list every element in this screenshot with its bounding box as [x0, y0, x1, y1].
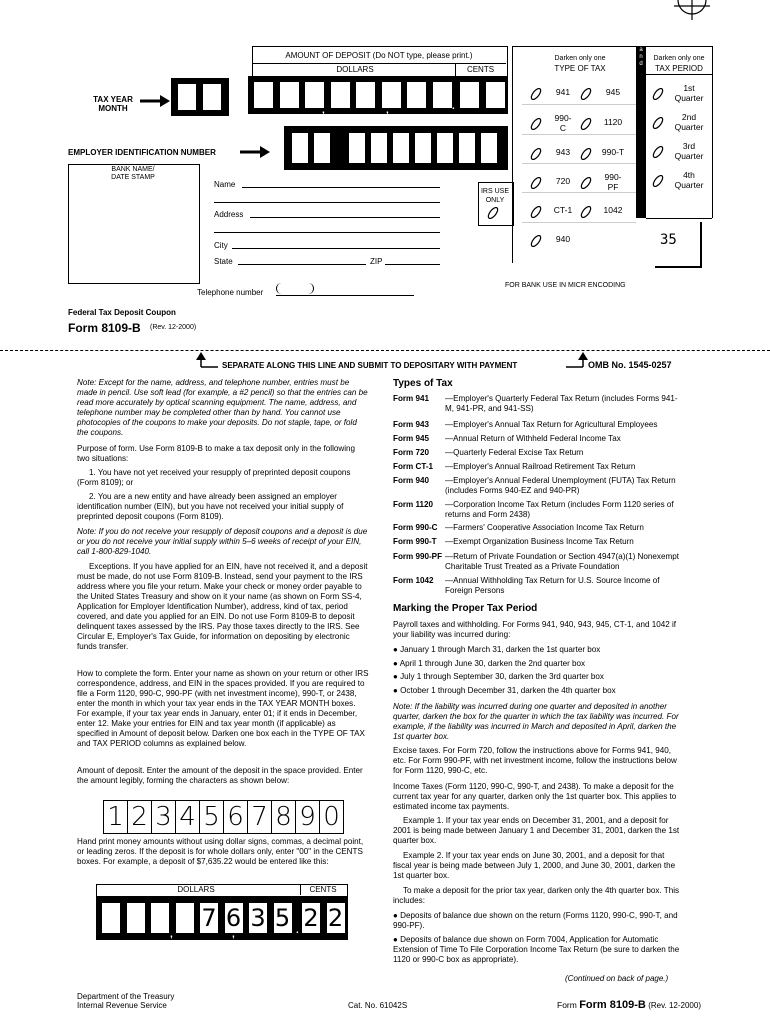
zip-label: ZIP — [370, 257, 383, 266]
tax-type-oval-CT-1[interactable] — [530, 206, 542, 218]
sample-digit: 8 — [271, 801, 295, 833]
exceptions-paragraph: Exceptions. If you have applied for an EIN, have not received it, and a deposit must be made, do not use Form 8109-B. Instead, send your payment to the IRS address where you file your return. Make your check or money order payable to the United States Treasury and show on it your name (as shown on Form SS-4, Application for Employer Identification Number), address, kind of tax, period covered, and date you applied for an EIN. Do not use Form 8109-B to deposit delinquent taxes assessed by the IRS. Pay those taxes directly to the IRS. See Circular E, Employer's Tax Guide, for information on depositing by electronic funds transfer. — [77, 562, 368, 651]
tax-type-oval-990-PF[interactable] — [580, 177, 592, 189]
tax-type-code: Form 1120 — [393, 500, 434, 509]
and-divider — [636, 46, 646, 218]
city-label: City — [214, 241, 228, 250]
tax-type-description: —Farmers' Cooperative Association Income Tax Return — [445, 523, 644, 532]
city-line[interactable] — [232, 248, 440, 249]
corner-mark — [655, 266, 702, 268]
example-digit-box: 2 — [327, 904, 344, 932]
ein-digit-box[interactable] — [437, 133, 453, 163]
state-line[interactable] — [238, 264, 366, 265]
sample-digit-strip — [103, 800, 344, 834]
example-2-paragraph: Example 2. If your tax year ends on June 30, 2001, and a deposit for that fiscal year is being made between July 1, 2000, and June 30, 2001, darken the 1st quarter box. — [393, 851, 676, 880]
micr-code: 35 — [660, 232, 677, 248]
example-1-paragraph: Example 1. If your tax year ends on December 31, 2001, and a deposit for 2001 is being made between January 1 and December 31, 2001, darken the 1st quarter box. — [393, 816, 680, 845]
tax-type-label: CT-1 — [553, 205, 573, 215]
registration-mark — [672, 0, 712, 22]
telephone-label: Telephone number — [197, 288, 264, 297]
tax-type-oval-990-T[interactable] — [580, 148, 592, 160]
example-digit-box: 7 — [201, 904, 217, 932]
arrow-up-icon — [566, 352, 588, 370]
tax-type-label: 990- C — [554, 113, 572, 133]
quarter-oval-2[interactable] — [652, 117, 664, 129]
sample-digit: 2 — [127, 801, 151, 833]
cents-label: CENTS — [466, 65, 495, 74]
tax-type-label: 990- PF — [604, 172, 622, 192]
note-2-paragraph: Note: If you do not receive your resupply of deposit coupons and a deposit is due or you do not receive your initial supply within 5–6 weeks of receipt of your EIN, call 1-800-829-1040. — [77, 527, 368, 556]
example-digit-box — [151, 903, 169, 933]
ein-digit-box[interactable] — [459, 133, 475, 163]
amount-digit-box[interactable] — [331, 82, 350, 108]
tax-type-row — [393, 476, 683, 498]
ein-digit-box[interactable] — [415, 133, 431, 163]
name-line-2[interactable] — [214, 202, 440, 203]
grid-line — [522, 192, 636, 193]
sample-digit: 3 — [151, 801, 175, 833]
amount-digit-box[interactable] — [382, 82, 401, 108]
tax-type-label: 1120 — [603, 117, 623, 127]
example-digit-box: 3 — [250, 904, 266, 932]
example-digit-box — [176, 903, 194, 933]
area-code-field[interactable] — [276, 283, 314, 294]
example-digit-box — [102, 903, 120, 933]
tax-type-oval-945[interactable] — [580, 88, 592, 100]
tax-type-description: —Employer's Annual Tax Return for Agricultural Employees — [445, 420, 658, 429]
tax-type-oval-940[interactable] — [530, 235, 542, 247]
department-label: Department of the Treasury Internal Revenue Service — [77, 992, 175, 1010]
tax-type-code: Form 990-PF — [393, 552, 443, 561]
quarter-label: 2nd Quarter — [674, 112, 704, 132]
irs-use-label: IRS USE ONLY — [480, 188, 509, 204]
example-digit-box: 6 — [225, 904, 242, 932]
type-of-tax-heading: TYPE OF TAX — [554, 64, 606, 73]
tax-type-code: Form 990-C — [393, 523, 438, 532]
grid-line — [522, 134, 636, 135]
tax-type-oval-1120[interactable] — [580, 118, 592, 130]
state-label: State — [214, 257, 233, 266]
arrow-right-icon — [240, 145, 270, 159]
tax-type-oval-720[interactable] — [530, 177, 542, 189]
payroll-paragraph: Payroll taxes and withholding. For Forms 941, 940, 943, 945, CT-1, and 1042 if your liability was incurred during: — [393, 620, 676, 639]
name-label: Name — [214, 180, 236, 189]
sample-digit: 1 — [107, 802, 124, 832]
tax-type-row — [393, 500, 683, 522]
tax-type-label: 990-T — [601, 147, 625, 157]
prior-bullet-1: ● Deposits of balance due shown on the return (Forms 1120, 990-C, 990-T, and 990-PF). — [393, 911, 678, 930]
purpose-paragraph: Purpose of form. Use Form 8109-B to make a tax deposit only in the following two situations: — [77, 444, 356, 463]
tax-type-description: —Annual Withholding Tax Return for U.S. Source Income of Foreign Persons — [445, 576, 660, 595]
darken-period-label: Darken only one — [653, 55, 705, 62]
tax-type-oval-943[interactable] — [530, 148, 542, 160]
month-digit-box[interactable] — [203, 84, 221, 110]
coupon-title: Federal Tax Deposit Coupon — [68, 308, 176, 317]
tax-period-heading: TAX PERIOD — [655, 64, 703, 73]
sample-digit: 5 — [199, 801, 223, 833]
sample-digit: 0 — [319, 801, 343, 833]
quarter-label: 4th Quarter — [674, 170, 704, 190]
address-line-2[interactable] — [214, 232, 440, 233]
quarter-bullet: ● October 1 through December 31, darken the 4th quarter box — [393, 685, 616, 695]
separator-mark: , — [322, 105, 325, 116]
separator-mark: . — [452, 101, 455, 112]
form-revision: (Rev. 12-2000) — [150, 324, 197, 331]
amount-digit-box[interactable] — [460, 82, 479, 108]
amount-digit-box[interactable] — [486, 82, 505, 108]
continued-note: (Continued on back of page.) — [565, 974, 669, 983]
tax-type-label: 1042 — [603, 205, 623, 215]
separator-mark: . — [296, 925, 299, 936]
omb-number: OMB No. 1545-0257 — [588, 360, 672, 370]
grid-line — [522, 163, 636, 164]
deposit-label: AMOUNT OF DEPOSIT (Do NOT type, please print.) — [285, 51, 473, 60]
separator-mark: , — [232, 929, 235, 940]
sample-digit: 6 — [223, 801, 247, 833]
footer-revision: (Rev. 12-2000) — [648, 1001, 701, 1010]
quarter-bullet: ● July 1 through September 30, darken the 3rd quarter box — [393, 672, 604, 681]
tax-type-label: 945 — [605, 87, 621, 97]
ein-digit-box[interactable] — [349, 133, 365, 163]
sample-digit: 4 — [175, 801, 199, 833]
prior-bullet-2: ● Deposits of balance due shown on Form 7004, Application for Automatic Extension of Time To File Corporation Income Tax Return (be sure to darken the 1120 or 990-C box as appropriate). — [393, 935, 680, 964]
tax-year-month-label: TAX YEAR MONTH — [93, 95, 133, 113]
catalog-number: Cat. No. 61042S — [348, 1001, 408, 1010]
ein-digit-box[interactable] — [371, 133, 387, 163]
sample-digit: 7 — [247, 801, 271, 833]
amount-digit-box[interactable] — [356, 82, 375, 108]
tax-type-description: —Return of Private Foundation or Section 4947(a)(1) Nonexempt Charitable Trust Treated as a Private Foundation — [445, 552, 679, 571]
tax-type-description: —Corporation Income Tax Return (includes Form 1120 series of returns and Form 2438) — [445, 500, 674, 519]
corner-mark — [700, 222, 702, 268]
name-line[interactable] — [242, 187, 440, 188]
tax-type-row — [393, 576, 683, 598]
tax-type-description: —Exempt Organization Business Income Tax Return — [445, 537, 634, 546]
zip-line[interactable] — [385, 264, 440, 265]
example-digit-box — [127, 903, 145, 933]
bank-stamp-box — [68, 164, 200, 284]
tax-type-code: Form CT-1 — [393, 462, 434, 471]
tax-type-code: Form 945 — [393, 434, 429, 443]
ein-label: EMPLOYER IDENTIFICATION NUMBER — [68, 148, 216, 157]
quarter-label: 3rd Quarter — [674, 141, 704, 161]
sample-digit: 9 — [295, 801, 319, 833]
tax-type-oval-941[interactable] — [530, 88, 542, 100]
tax-type-code: Form 940 — [393, 476, 429, 485]
example-cents-label: CENTS — [309, 885, 337, 894]
prior-year-paragraph: To make a deposit for the prior tax year, darken only the 4th quarter box. This includes: — [393, 886, 680, 905]
tax-type-code: Form 720 — [393, 448, 429, 457]
amount-digit-box[interactable] — [433, 82, 452, 108]
darken-type-label: Darken only one — [554, 55, 606, 62]
footer-form-number: Form 8109-B — [579, 999, 646, 1011]
quarter-label: 1st Quarter — [674, 83, 704, 103]
tax-type-code: Form 941 — [393, 394, 429, 403]
separator-mark: , — [170, 929, 173, 940]
quarter-oval-3[interactable] — [652, 146, 664, 158]
tax-type-oval-1042[interactable] — [580, 206, 592, 218]
tax-type-description: —Employer's Annual Railroad Retirement Tax Return — [445, 462, 636, 471]
dollars-label: DOLLARS — [336, 65, 374, 74]
tax-type-row — [393, 552, 683, 574]
bank-stamp-label: BANK NAME/ DATE STAMP — [111, 166, 155, 181]
quarter-oval-1[interactable] — [652, 88, 664, 100]
and-label: a n d — [639, 47, 643, 67]
types-of-tax-heading: Types of Tax — [393, 378, 453, 389]
tax-type-label: 720 — [555, 176, 571, 186]
excise-paragraph: Excise taxes. For Form 720, follow the instructions above for Forms 941, 940, etc. For Form 990-PF, with net investment income, follow the instructions below for Form 1120, 990-C, etc. — [393, 746, 677, 775]
tax-type-label: 941 — [555, 87, 571, 97]
tax-type-description: —Annual Return of Withheld Federal Income Tax — [445, 434, 621, 443]
amount-digit-box[interactable] — [254, 82, 273, 108]
address-label: Address — [214, 210, 244, 219]
month-digit-box[interactable] — [178, 84, 196, 110]
bank-micr-label: FOR BANK USE IN MICR ENCODING — [505, 282, 626, 289]
tax-type-description: —Employer's Annual Federal Unemployment (FUTA) Tax Return (includes Forms 940-EZ and 940-PR) — [445, 476, 676, 495]
telephone-line[interactable] — [276, 295, 414, 296]
example-digit-box: 5 — [274, 904, 291, 932]
quarter-bullet: ● January 1 through March 31, darken the 1st quarter box — [393, 645, 601, 654]
ein-digit-box[interactable] — [292, 133, 308, 163]
hand-print-paragraph: Hand print money amounts without using dollar signs, commas, a decimal point, or leading zeros. If the deposit is for whole dollars only, enter "00" in the CENTS boxes. For example, a deposit of $7,635.22 would be entered like this: — [77, 837, 364, 866]
ein-digit-box[interactable] — [481, 133, 497, 163]
irs-oval-icon — [487, 207, 499, 219]
ein-digit-box[interactable] — [393, 133, 409, 163]
cut-line — [0, 350, 770, 351]
separator-mark: , — [386, 105, 389, 116]
tax-type-row — [393, 394, 683, 416]
situation-2: 2. You are a new entity and have already been assigned an employer identification number (EIN), but you have not received your initial supply of preprinted deposit coupons (Form 8109). — [77, 492, 344, 521]
situation-1: 1. You have not yet received your resupply of preprinted deposit coupons (Form 8109); or — [77, 468, 351, 487]
tax-type-code: Form 943 — [393, 420, 429, 429]
ein-digit-box[interactable] — [314, 133, 330, 163]
example-dollars-label: DOLLARS — [177, 885, 215, 894]
example-digit-box: 2 — [303, 904, 319, 932]
separate-instruction: SEPARATE ALONG THIS LINE AND SUBMIT TO DEPOSITARY WITH PAYMENT — [222, 361, 518, 370]
quarter-oval-4[interactable] — [652, 175, 664, 187]
amount-digit-box[interactable] — [280, 82, 299, 108]
grid-line — [522, 222, 636, 223]
amount-of-deposit-paragraph: Amount of deposit. Enter the amount of the deposit in the space provided. Enter the amount legibly, forming the characters as shown below: — [77, 766, 363, 785]
footer-form: Form Form 8109-B (Rev. 12-2000) — [557, 999, 701, 1011]
quarter-bullet: ● April 1 through June 30, darken the 2nd quarter box — [393, 658, 586, 668]
form-number: Form 8109-B — [68, 321, 141, 335]
tax-type-description: —Quarterly Federal Excise Tax Return — [445, 448, 584, 457]
income-paragraph: Income Taxes (Form 1120, 990-C, 990-T, and 2438). To make a deposit for the current tax year for any quarter, darken only the 1st quarter box. This applies to estimated income tax payments. — [393, 782, 677, 811]
arrow-right-icon — [140, 94, 170, 108]
marking-heading: Marking the Proper Tax Period — [393, 603, 538, 614]
tax-type-oval-990-C[interactable] — [530, 118, 542, 130]
how-to-complete-paragraph: How to complete the form. Enter your name as shown on your return or other IRS correspondence, address, and EIN in the spaces provided. If you are required to file a Form 1120, 990-C, 990-PF (with net investment income), 990-T, or 2438, enter the month in which your tax year ends in the TAX YEAR MONTH boxes. For example, if your tax year ends in January, enter 01; if it ends in December, enter 12. Make your entries for EIN and tax year month (if applicable) as specified in Amount of deposit below. Darken one box each in the TYPE OF TAX and TAX PERIOD columns as explained below. — [77, 669, 369, 748]
grid-line — [522, 104, 636, 105]
address-line[interactable] — [250, 217, 440, 218]
note-3-paragraph: Note: If the liability was incurred during one quarter and deposited in another quarter, darken the box for the quarter in which the tax liability was incurred. For example, if the liability was incurred in March and deposited in April, darken the 1st quarter box. — [393, 702, 679, 741]
arrow-up-icon — [196, 352, 218, 370]
tax-type-code: Form 990-T — [393, 537, 437, 546]
tax-type-description: —Employer's Quarterly Federal Tax Return (includes Forms 941-M, 941-PR, and 941-SS) — [445, 394, 678, 413]
tax-type-code: Form 1042 — [393, 576, 434, 585]
note-paragraph: Note: Except for the name, address, and telephone number, entries must be made in pencil. Use soft lead (for example, a #2 pencil) so that the entries can be read more accurately by optical scanning equipment. The name, address, and telephone number may be completed other than by hand. You cannot use photocopies of the coupons to make your deposits. Do not staple, tape, or fold the coupons. — [77, 378, 368, 437]
tax-type-label: 943 — [555, 147, 571, 157]
amount-digit-box[interactable] — [407, 82, 426, 108]
tax-type-label: 940 — [555, 234, 571, 244]
